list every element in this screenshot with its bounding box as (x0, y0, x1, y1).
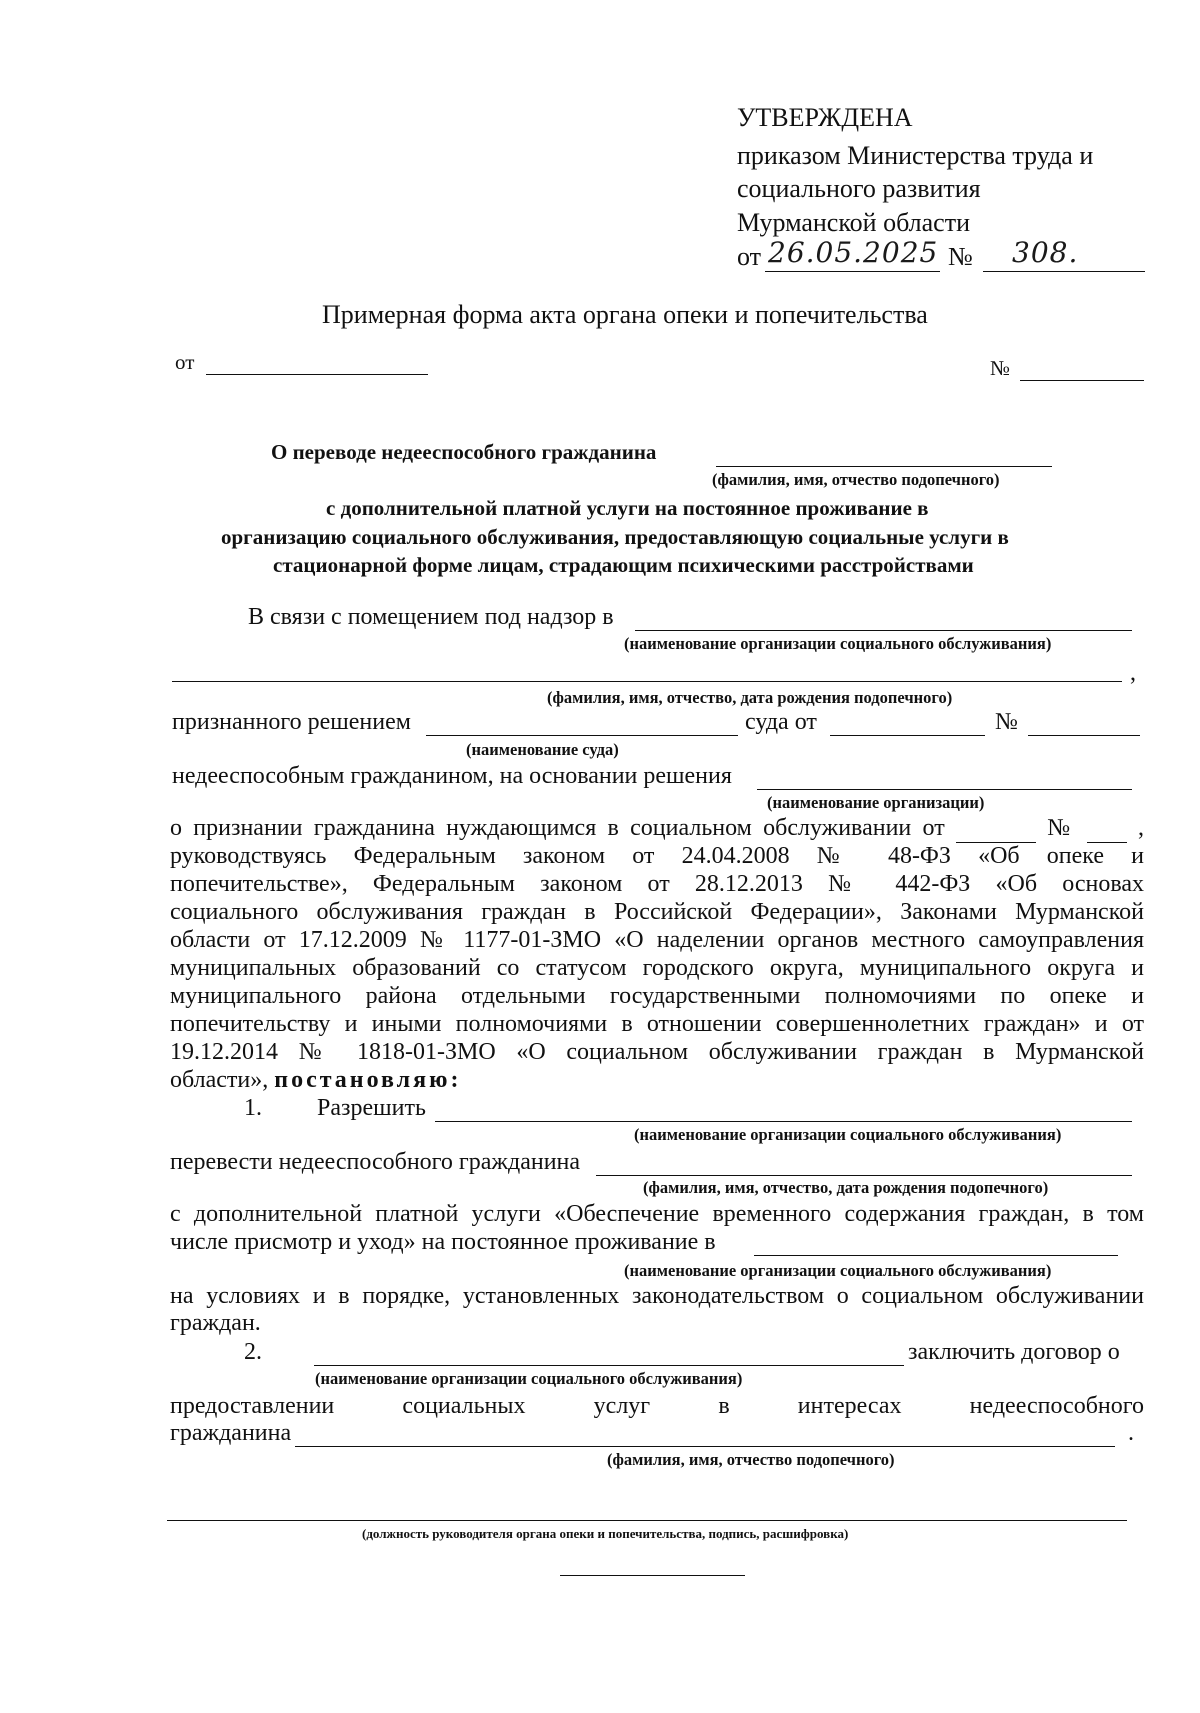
header-number-label: № (990, 356, 1011, 380)
court-date-line (830, 735, 985, 736)
person2-line (596, 1175, 1132, 1176)
cap-org1: (наименование организации социального обслуживания) (624, 634, 1052, 653)
cap-court: (наименование суда) (466, 740, 619, 759)
org1-line (635, 630, 1132, 631)
header-date-line (206, 374, 428, 375)
justified-line-5: области от 17.12.2009 № 1177-01-ЗМО «О наделении органов местного самоуправления (170, 927, 1144, 953)
cap-org5: (наименование организации социального обслуживания) (315, 1369, 743, 1388)
justified-line-13: на условиях и в порядке, установленных законодательством о социальном обслуживании (170, 1283, 1144, 1309)
closing-divider (560, 1575, 745, 1576)
approval-line-3: Мурманской области (737, 208, 970, 237)
cap-org2: (наименование организации) (767, 793, 985, 812)
approval-from-label: от (737, 242, 762, 271)
transfer-label: перевести недееспособного гражданина (170, 1149, 581, 1175)
justified-line-14: граждан. (170, 1310, 261, 1336)
justified-line-2: руководствуясь Федеральным законом от 24.04.2008 № 48-ФЗ «Об опеке и (170, 843, 1144, 869)
subject-person-line (716, 466, 1052, 467)
j1-num-blank (1087, 815, 1127, 843)
j10-bold: постановляю: (274, 1067, 462, 1093)
j1-num: № (1047, 815, 1076, 841)
person3-line (295, 1446, 1115, 1447)
justified-line-10 (170, 1067, 461, 1094)
j16-end: . (1128, 1420, 1134, 1446)
p1-start: В связи с помещением под надзор в (248, 604, 614, 630)
j16-start: гражданина (170, 1420, 292, 1446)
approval-title: УТВЕРЖДЕНА (737, 103, 913, 132)
subject-line-3: организацию социального обслуживания, предоставляющую социальные услуги в (221, 525, 1009, 549)
cap-org4: (наименование организации социального обслуживания) (624, 1261, 1052, 1280)
justified-line-7: муниципального района отдельными государственными полномочиями по опеке и (170, 983, 1144, 1009)
cap-person3: (фамилия, имя, отчество подопечного) (607, 1450, 895, 1469)
person1-comma: , (1130, 660, 1136, 686)
j10-start: области», (170, 1067, 269, 1093)
j1-text: о признании гражданина нуждающимся в социальном обслуживании от (170, 815, 945, 841)
subject-line-4: стационарной форме лицам, страдающим психическими расстройствами (273, 553, 974, 577)
approval-date-line (765, 271, 940, 272)
j1-comma: , (1138, 815, 1145, 841)
cap-person2: (фамилия, имя, отчество, дата рождения подопечного) (643, 1178, 1049, 1197)
item2-end: заключить договор о (908, 1339, 1120, 1365)
incapable-label: недееспособным гражданином, на основании решения (172, 763, 732, 789)
approval-number-line (983, 271, 1145, 272)
justified-line-3: попечительстве», Федеральным законом от 28.12.2013 № 442-ФЗ «Об основах (170, 871, 1144, 897)
justified-line-4: социального обслуживания граждан в Российской Федерации», Законами Мурманской (170, 899, 1144, 925)
j1-date-blank (956, 815, 1036, 843)
item2-num: 2. (244, 1339, 262, 1365)
item1-num: 1. (244, 1095, 262, 1121)
person1-line (172, 681, 1122, 682)
form-title: Примерная форма акта органа опеки и попечительства (322, 300, 928, 329)
subject-line-1: О переводе недееспособного гражданина (271, 440, 657, 464)
justified-line-11: с дополнительной платной услуги «Обеспечение временного содержания граждан, в том (170, 1201, 1144, 1227)
signature-caption: (должность руководителя органа опеки и попечительства, подпись, расшифровка) (362, 1526, 849, 1541)
court-from-label: суда от (745, 709, 817, 735)
approval-line-2: социального развития (737, 174, 981, 203)
org4-line (754, 1255, 1118, 1256)
recognized-label: признанного решением (172, 709, 411, 735)
item1-label: Разрешить (317, 1095, 426, 1121)
org3-line (435, 1121, 1132, 1122)
signature-line (167, 1520, 1127, 1521)
subject-line-2: с дополнительной платной услуги на постоянное проживание в (326, 496, 929, 520)
approval-number-label: № (948, 242, 973, 271)
approval-number-handwritten: 308. (1012, 236, 1079, 269)
court-num-label: № (995, 709, 1018, 735)
court-line (426, 735, 738, 736)
header-number-line (1020, 380, 1144, 381)
header-from-label: от (175, 350, 195, 374)
justified-line-6: муниципальных образований со статусом городского округа, муниципального округа и (170, 955, 1144, 981)
justified-line-1 (170, 815, 1144, 843)
subject-caption: (фамилия, имя, отчество подопечного) (712, 470, 1000, 489)
cap-person1: (фамилия, имя, отчество, дата рождения подопечного) (547, 688, 953, 707)
approval-line-1: приказом Министерства труда и (737, 141, 1094, 170)
org5-line (314, 1365, 904, 1366)
justified-line-15: предоставлении социальных услуг в интересах недееспособного (170, 1393, 1144, 1419)
cap-org3: (наименование организации социального обслуживания) (634, 1125, 1062, 1144)
court-num-line (1028, 735, 1140, 736)
org2-line (757, 789, 1132, 790)
j12-start: числе присмотр и уход» на постоянное проживание в (170, 1229, 716, 1255)
approval-date-handwritten: 26.05.2025 (768, 236, 939, 269)
justified-line-8: попечительству и иными полномочиями в отношении совершеннолетних граждан» и от (170, 1011, 1144, 1037)
justified-line-9: 19.12.2014 № 1818-01-ЗМО «О социальном обслуживании граждан в Мурманской (170, 1039, 1144, 1065)
